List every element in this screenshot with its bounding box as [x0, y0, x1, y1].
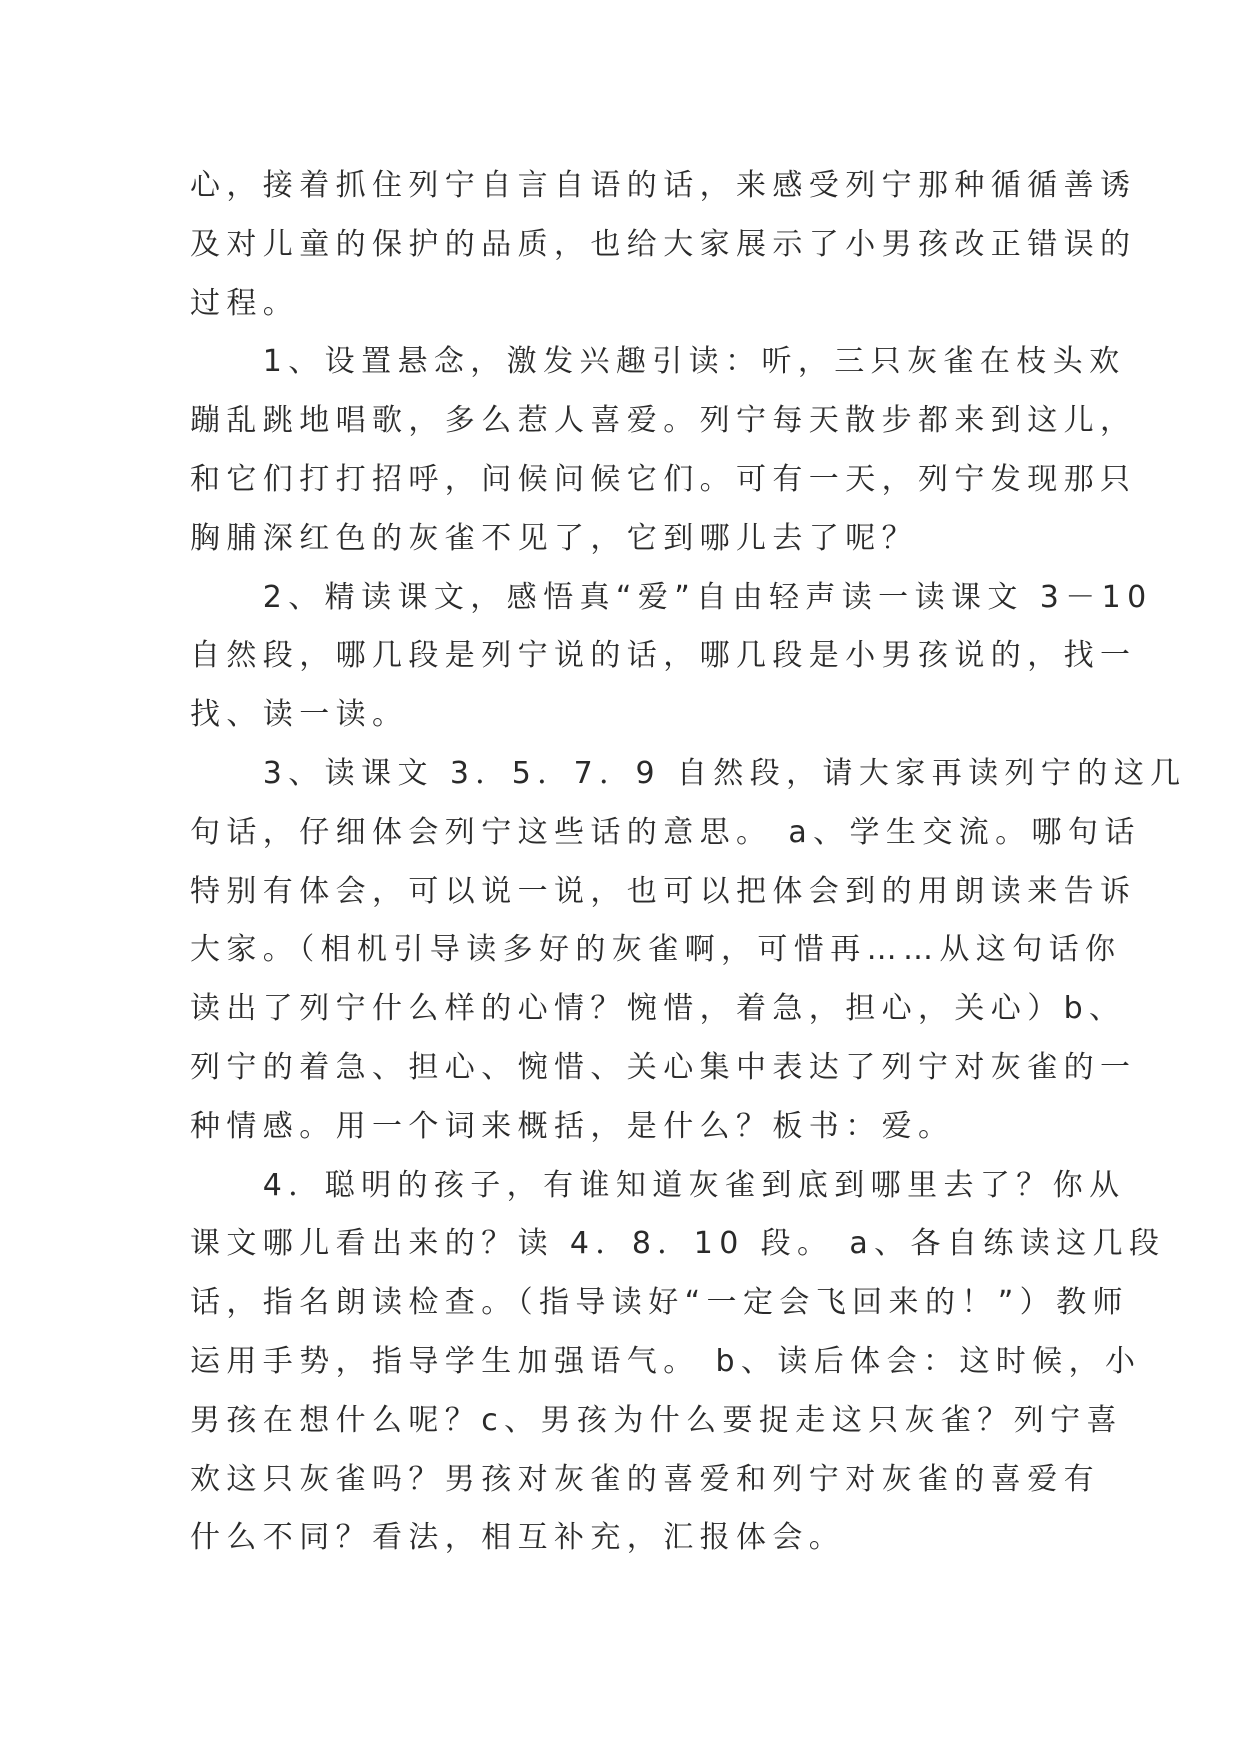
text-line: 找、读一读。	[190, 697, 409, 733]
text-line: 大家。（相机引导读多好的灰雀啊，可惜再……从这句话你	[190, 932, 1122, 968]
text-line: 男孩在想什么呢？c、男孩为什么要捉走这只灰雀？列宁喜	[190, 1402, 1123, 1438]
text-line: 种情感。用一个词来概括，是什么？板书：爱。	[190, 1108, 955, 1144]
text-line: 话，指名朗读检查。（指导读好“一定会飞回来的！”）教师	[190, 1285, 1129, 1321]
text-line: 特别有体会，可以说一说，也可以把体会到的用朗读来告诉	[190, 873, 1137, 909]
text-line: 胸脯深红色的灰雀不见了，它到哪儿去了呢？	[190, 520, 918, 556]
text-line: 2、精读课文，感悟真“爱”自由轻声读一读课文 3－10	[190, 579, 1153, 615]
text-line: 读出了列宁什么样的心情？惋惜，着急，担心，关心）b、	[190, 991, 1126, 1027]
text-line: 列宁的着急、担心、惋惜、关心集中表达了列宁对灰雀的一	[190, 1049, 1137, 1085]
text-line: 和它们打打招呼，问候问候它们。可有一天，列宁发现那只	[190, 461, 1137, 497]
text-line: 欢这只灰雀吗？男孩对灰雀的喜爱和列宁对灰雀的喜爱有	[190, 1461, 1100, 1497]
text-line: 课文哪儿看出来的？读 4．8．10 段。 a、各自练读这几段	[190, 1226, 1166, 1262]
text-line: 过程。	[190, 285, 300, 321]
text-line: 蹦乱跳地唱歌，多么惹人喜爱。列宁每天散步都来到这儿，	[190, 403, 1137, 439]
text-line: 句话，仔细体会列宁这些话的意思。 a、学生交流。哪句话	[190, 814, 1141, 850]
text-line: 1、设置悬念，激发兴趣引读：听，三只灰雀在枝头欢	[190, 344, 1126, 380]
text-line: 自然段，哪几段是列宁说的话，哪几段是小男孩说的，找一	[190, 638, 1137, 674]
text-line: 什么不同？看法，相互补充，汇报体会。	[190, 1520, 846, 1556]
text-line: 3、读课文 3．5．7．9 自然段，请大家再读列宁的这几	[190, 755, 1187, 791]
body-text	[190, 157, 1187, 1568]
text-line: 运用手势，指导学生加强语气。 b、读后体会：这时候，小	[190, 1343, 1142, 1379]
text-line: 4．聪明的孩子，有谁知道灰雀到底到哪里去了？你从	[190, 1167, 1126, 1203]
text-line: 心，接着抓住列宁自言自语的话，来感受列宁那种循循善诱	[190, 168, 1137, 203]
text-line: 及对儿童的保护的品质，也给大家展示了小男孩改正错误的	[190, 226, 1137, 262]
